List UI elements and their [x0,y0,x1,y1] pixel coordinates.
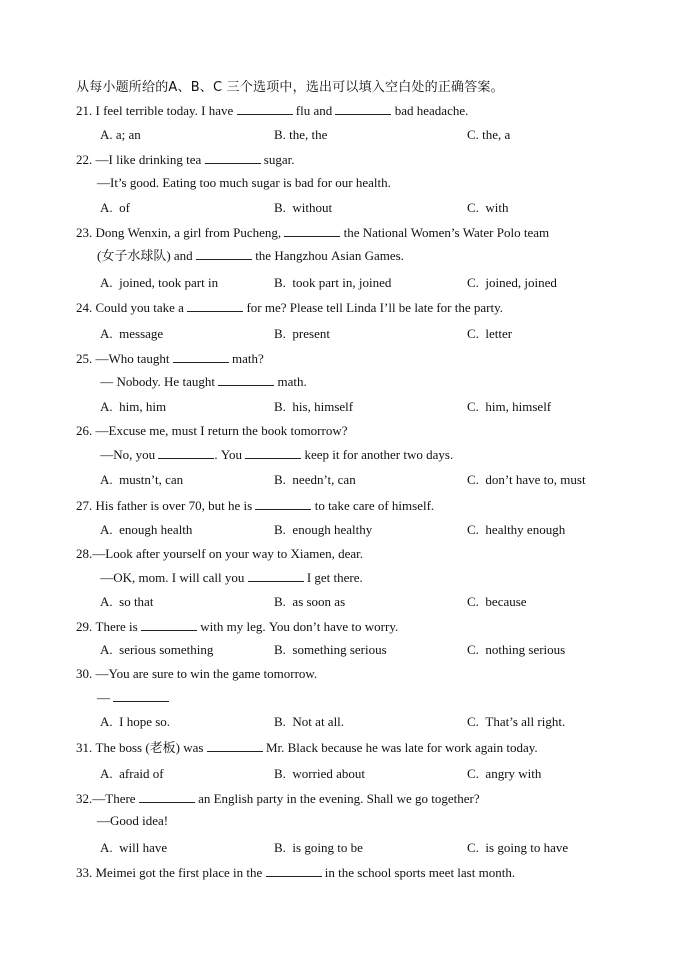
question-31-line-1 [76,739,538,756]
question-25-option-a[interactable]: A. him, him [100,399,167,414]
question-28-option-b[interactable]: B. as soon as [274,594,346,609]
answer-blank[interactable] [173,350,229,363]
answer-blank[interactable] [284,224,340,237]
question-30-option-c[interactable]: C. That’s all right. [467,714,566,729]
question-28-option-c[interactable]: C. because [467,594,527,609]
answer-blank[interactable] [141,618,197,631]
question-28-line-1 [76,546,363,562]
question-26-option-b[interactable]: B. needn’t, can [274,472,356,487]
question-32-option-c[interactable]: C. is going to have [467,840,569,855]
question-32-option-a[interactable]: A. will have [100,840,168,855]
question-26-line-1 [76,423,348,439]
question-text: 33. Meimei got the first place in the [76,865,266,880]
answer-blank[interactable] [205,151,261,164]
answer-blank[interactable] [248,569,304,582]
question-26-option-a[interactable]: A. mustn’t, can [100,472,184,487]
question-32-line-2 [97,813,168,829]
question-23-line-1 [76,224,549,241]
question-text: the Hangzhou Asian Games. [251,248,404,263]
question-text: 21. I feel terrible today. I have [76,103,237,118]
question-24-option-b[interactable]: B. present [274,326,330,341]
question-25-option-b[interactable]: B. his, himself [274,399,354,414]
question-27-option-b[interactable]: B. enough healthy [274,522,373,537]
question-30-option-a[interactable]: A. I hope so. [100,714,171,729]
question-text: keep it for another two days. [301,447,454,462]
question-31-option-b[interactable]: B. worried about [274,766,365,781]
question-22-line-2 [97,175,391,191]
question-27-line-1 [76,497,434,514]
question-text: with my leg. You don’t have to worry. [196,619,399,634]
answer-blank[interactable] [196,247,252,260]
question-text: (女子水球队) and [97,248,196,263]
question-text: 31. The boss (老板) was [76,740,207,755]
question-text: sugar. [260,152,295,167]
answer-blank[interactable] [335,102,391,115]
question-30-option-b[interactable]: B. Not at all. [274,714,345,729]
question-33-line-1 [76,864,515,881]
question-25-line-1 [76,350,264,367]
question-text: — [97,690,114,705]
answer-blank[interactable] [187,299,243,312]
answer-blank[interactable] [245,446,301,459]
question-text: math. [274,374,307,389]
question-31-option-c[interactable]: C. angry with [467,766,542,781]
question-24-option-c[interactable]: C. letter [467,326,513,341]
question-26-line-2 [97,446,453,463]
question-text: —It’s good. Eating too much sugar is bad for our health. [97,175,391,190]
question-24-option-a[interactable]: A. message [100,326,164,341]
question-text: for me? Please tell Linda I’ll be late for the party. [243,300,503,315]
answer-blank[interactable] [218,373,274,386]
question-21-option-b[interactable]: B. the, the [274,127,328,142]
question-text: Mr. Black because he was late for work again today. [262,740,538,755]
question-22-option-a[interactable]: A. of [100,200,130,215]
question-text: —No, you [97,447,159,462]
question-23-option-c[interactable]: C. joined, joined [467,275,557,290]
question-32-option-b[interactable]: B. is going to be [274,840,363,855]
question-text: 30. —You are sure to win the game tomorrow. [76,666,318,681]
question-text: 27. His father is over 70, but he is [76,498,256,513]
question-21-option-c[interactable]: C. the, a [467,127,511,142]
answer-blank[interactable] [255,497,311,510]
question-text: 26. —Excuse me, must I return the book tomorrow? [76,423,348,438]
question-25-option-c[interactable]: C. him, himself [467,399,552,414]
instructions: 从每小题所给的A、B、C 三个选项中，选出可以填入空白处的正确答案。 [76,80,504,95]
question-22-option-b[interactable]: B. without [274,200,333,215]
question-22-option-c[interactable]: C. with [467,200,509,215]
answer-blank[interactable] [158,446,214,459]
question-24-line-1 [76,299,503,316]
question-29-line-1 [76,618,398,635]
question-23-option-a[interactable]: A. joined, took part in [100,275,219,290]
question-31-option-a[interactable]: A. afraid of [100,766,164,781]
question-text: bad headache. [391,103,469,118]
answer-blank[interactable] [266,864,322,877]
question-text: to take care of himself. [311,498,435,513]
question-text: 25. —Who taught [76,351,173,366]
question-text: 32.—There [76,791,139,806]
question-text: I get there. [303,570,363,585]
answer-blank[interactable] [139,790,195,803]
question-text: math? [228,351,264,366]
answer-blank[interactable] [237,102,293,115]
question-text: —Good idea! [97,813,169,828]
question-23-option-b[interactable]: B. took part in, joined [274,275,392,290]
question-22-line-1 [76,151,294,168]
question-text: 23. Dong Wenxin, a girl from Pucheng, [76,225,285,240]
question-27-option-c[interactable]: C. healthy enough [467,522,566,537]
answer-blank[interactable] [207,739,263,752]
answer-blank[interactable] [113,689,169,702]
question-text: the National Women’s Water Polo team [340,225,550,240]
question-text: 29. There is [76,619,141,634]
question-text: — Nobody. He taught [97,374,219,389]
question-27-option-a[interactable]: A. enough health [100,522,193,537]
question-21-option-a[interactable]: A. a; an [100,127,141,142]
question-text: flu and [292,103,336,118]
question-32-line-1 [76,790,480,807]
question-29-option-c[interactable]: C. nothing serious [467,642,566,657]
question-29-option-b[interactable]: B. something serious [274,642,387,657]
question-text: . You [214,447,246,462]
question-text: 28.—Look after yourself on your way to Xiamen, dear. [76,546,364,561]
question-21-line-1 [76,102,468,119]
question-text: 24. Could you take a [76,300,188,315]
question-28-line-2 [97,569,363,586]
question-text: 22. —I like drinking tea [76,152,205,167]
question-29-option-a[interactable]: A. serious something [100,642,214,657]
question-text: —OK, mom. I will call you [97,570,248,585]
question-text: an English party in the evening. Shall we go together? [194,791,480,806]
question-30-line-1 [76,666,317,682]
question-23-line-2 [97,247,404,264]
question-25-line-2 [97,373,307,390]
question-28-option-a[interactable]: A. so that [100,594,154,609]
question-26-option-c[interactable]: C. don’t have to, must [467,472,586,487]
question-text: in the school sports meet last month. [321,865,516,880]
question-30-line-2 [97,689,169,706]
